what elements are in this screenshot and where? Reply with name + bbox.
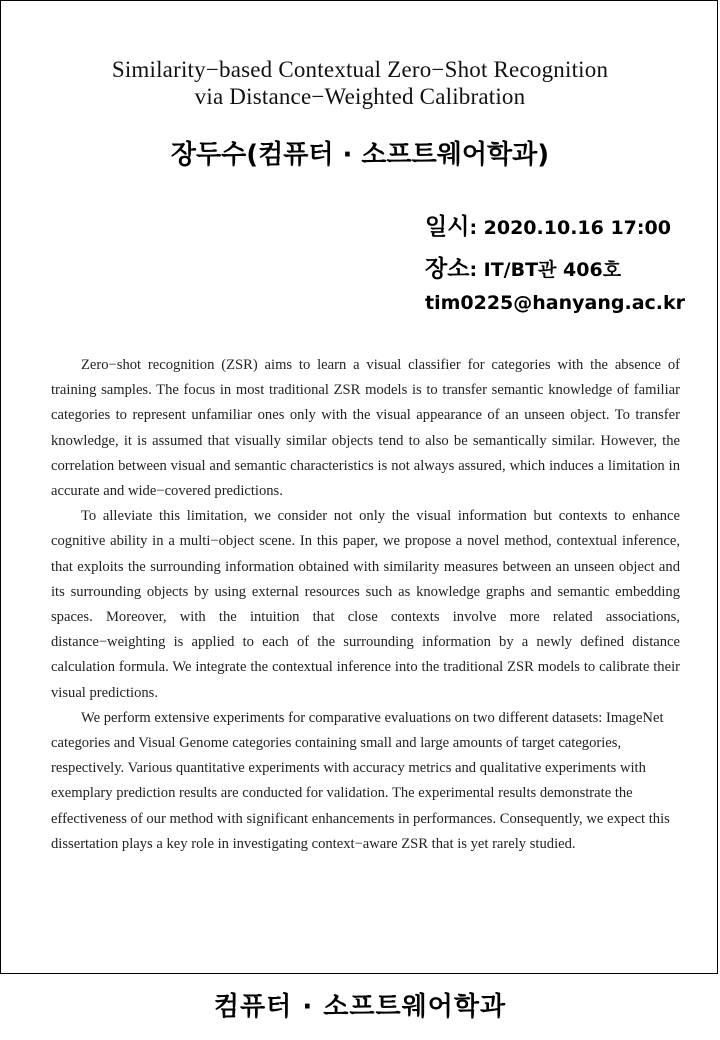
paper-title <box>0 56 720 110</box>
title-line-2: via Distance−Weighted Calibration <box>194 84 526 109</box>
abstract-body <box>51 353 680 857</box>
event-details <box>425 208 685 334</box>
place-value: : IT/BT관 406호 <box>469 259 622 281</box>
title-line-1: Similarity−based Contextual Zero−Shot Recognition <box>111 57 609 82</box>
abstract-paragraph-1: Zero−shot recognition (ZSR) aims to learn a visual classifier for categories with the absence of training samples. The focus in most traditional ZSR models is to transfer semantic knowledge of familiar categories to represent unfamiliar ones only with the visual appearance of an unseen object. To transfer knowledge, it is assumed that visually similar objects tend to also be semantically similar. However, the correlation between visual and semantic characteristics is not always assured, which induces a limitation in accurate and wide−covered predictions. <box>51 357 680 500</box>
date-row <box>425 208 685 250</box>
place-row <box>425 250 685 292</box>
department-footer: 컴퓨터 · 소프트웨어학과 <box>213 992 507 1022</box>
abstract-paragraph-3: We perform extensive experiments for comparative evaluations on two different datasets: ImageNet categories and Visual Genome categories containing small and large amounts of target categories, respectively. Various quantitative experiments with accuracy metrics and qualitative experiments with exemplary prediction results are conducted for validation. The experimental results demonstrate the effectiveness of our method with significant enhancements in performances. Consequently, we expect this dissertation plays a key role in investigating context−aware ZSR that is yet rarely studied. <box>51 709 670 852</box>
date-label: 일시 <box>425 214 470 240</box>
abstract-paragraph-2: To alleviate this limitation, we consider not only the visual information but contexts to enhance cognitive ability in a multi−object scene. In this paper, we propose a novel method, contextual inference, that exploits the surrounding information obtained with similarity measures between an unseen object and its surrounding objects by using external resources such as knowledge graphs and semantic embedding spaces. Moreover, with the intuition that close contexts involve more related associations, distance−weighting is applied to each of the surrounding information by a newly defined distance calculation formula. We integrate the contextual inference into the traditional ZSR models to calibrate their visual predictions. <box>51 508 680 701</box>
place-label: 장소 <box>425 256 470 282</box>
email-address: tim0225@hanyang.ac.kr <box>425 292 686 314</box>
email-row <box>425 292 685 334</box>
date-value: : 2020.10.16 17:00 <box>469 217 671 239</box>
author-name: 장두수(컴퓨터 · 소프트웨어학과) <box>170 140 550 170</box>
